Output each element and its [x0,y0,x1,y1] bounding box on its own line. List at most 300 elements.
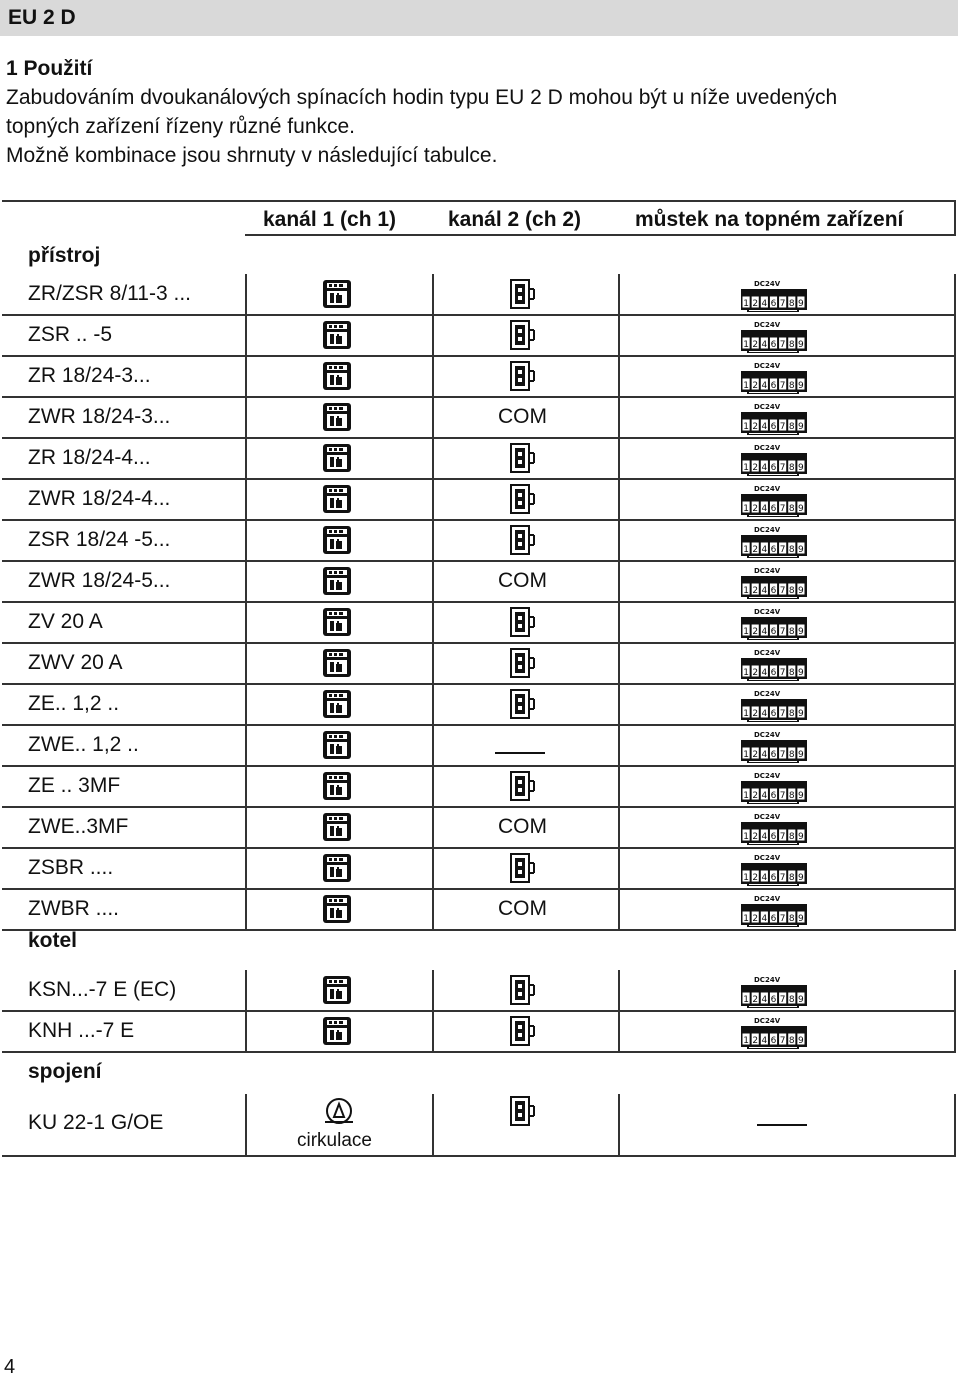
svg-text:4: 4 [761,586,768,596]
svg-text:7: 7 [779,873,786,883]
hot-water-tap-icon [510,607,536,642]
hot-water-tap-icon [510,443,536,478]
svg-text:DC24V: DC24V [754,772,781,780]
svg-text:2: 2 [752,340,759,350]
terminal-strip-icon [740,442,808,481]
col-divider-2 [432,274,434,315]
svg-text:8: 8 [788,545,795,555]
intro-line-2: topných zařízení řízeny různé funkce. [6,115,356,138]
section-title: 1 Použití [6,57,93,80]
svg-text:DC24V: DC24V [754,649,781,657]
svg-text:9: 9 [798,422,804,432]
col-divider-right [954,356,956,397]
svg-text:6: 6 [770,463,777,473]
svg-text:8: 8 [788,504,795,514]
svg-text:DC24V: DC24V [754,690,781,698]
col-divider-3 [618,602,620,643]
col-divider-2 [432,520,434,561]
row-label: KNH ...-7 E [28,1019,135,1042]
svg-text:DC24V: DC24V [754,526,781,534]
svg-text:9: 9 [798,873,804,883]
svg-text:2: 2 [752,873,759,883]
col-divider-1 [245,970,247,1011]
svg-text:9: 9 [798,791,804,801]
svg-text:6: 6 [770,545,777,555]
svg-text:2: 2 [752,463,759,473]
col-divider-2 [432,1094,434,1156]
svg-text:DC24V: DC24V [754,362,781,370]
row-label: ZWV 20 A [28,651,123,674]
col-divider-3 [618,438,620,479]
col-divider-right [954,848,956,889]
row-label: ZWE..3MF [28,815,129,838]
clock-icon [322,402,352,437]
svg-text:9: 9 [798,668,804,678]
svg-text:2: 2 [752,545,759,555]
com-label: COM [498,569,547,592]
svg-text:2: 2 [752,381,759,391]
col-divider-3 [618,684,620,725]
col-divider-3 [618,766,620,807]
svg-text:1: 1 [743,832,749,842]
row-label: ZWR 18/24-3... [28,405,171,428]
col-divider-1 [245,602,247,643]
svg-text:8: 8 [788,1036,795,1046]
clock-icon [322,689,352,724]
svg-text:2: 2 [752,995,759,1005]
col-divider-1 [245,684,247,725]
svg-text:DC24V: DC24V [754,976,781,984]
col-divider-2 [432,561,434,602]
svg-text:7: 7 [779,422,786,432]
hot-water-tap-icon [510,1096,536,1131]
col-divider-1 [245,274,247,315]
svg-text:2: 2 [752,791,759,801]
col-divider-1 [245,315,247,356]
svg-text:6: 6 [770,504,777,514]
intro-line-1: Zabudováním dvoukanálových spínacích hodin typu EU 2 D mohou být u níže uvedených [6,86,838,109]
svg-text:6: 6 [770,995,777,1005]
terminal-strip-icon [740,319,808,358]
col-divider-3 [618,1094,620,1156]
col-divider-right [954,766,956,807]
svg-text:9: 9 [798,340,804,350]
col-divider-right [954,479,956,520]
terminal-strip-icon [740,852,808,891]
terminal-strip-icon [740,278,808,317]
col-divider-2 [432,684,434,725]
col-divider-3 [618,561,620,602]
col-divider-3 [618,274,620,315]
svg-text:1: 1 [743,340,749,350]
col-divider-1 [245,479,247,520]
svg-text:4: 4 [761,668,768,678]
svg-text:2: 2 [752,1036,759,1046]
col-divider-1 [245,889,247,930]
clock-icon [322,894,352,929]
col-divider-1 [245,561,247,602]
col-divider-1 [245,397,247,438]
col-divider-right [954,807,956,848]
col-divider-3 [618,807,620,848]
svg-text:1: 1 [743,791,749,801]
svg-text:9: 9 [798,995,804,1005]
col-divider-right [954,1011,956,1052]
terminal-strip-icon [740,524,808,563]
svg-text:7: 7 [779,791,786,801]
svg-text:6: 6 [770,422,777,432]
svg-text:6: 6 [770,791,777,801]
row-divider [2,888,956,890]
svg-text:9: 9 [798,299,804,309]
col-divider-2 [432,766,434,807]
col-header-channel-1: kanál 1 (ch 1) [263,208,397,231]
svg-text:1: 1 [743,422,749,432]
row-divider [2,601,956,603]
svg-text:8: 8 [788,668,795,678]
clock-icon [322,771,352,806]
svg-text:8: 8 [788,750,795,760]
clock-icon [322,648,352,683]
svg-text:8: 8 [788,381,795,391]
svg-text:DC24V: DC24V [754,403,781,411]
svg-text:2: 2 [752,832,759,842]
svg-text:6: 6 [770,750,777,760]
row-divider [2,1051,956,1053]
svg-text:6: 6 [770,299,777,309]
group-label-boiler: kotel [28,929,78,952]
row-divider [2,396,956,398]
svg-text:7: 7 [779,709,786,719]
svg-text:4: 4 [761,832,768,842]
col-divider-3 [618,356,620,397]
col-divider-2 [432,315,434,356]
row-label: ZWR 18/24-5... [28,569,171,592]
clock-icon [322,525,352,560]
svg-text:7: 7 [779,832,786,842]
com-label: COM [498,405,547,428]
svg-text:6: 6 [770,832,777,842]
clock-icon [322,607,352,642]
hot-water-tap-icon [510,771,536,806]
svg-text:2: 2 [752,504,759,514]
svg-text:4: 4 [761,750,768,760]
row-divider [2,642,956,644]
col-divider-right [954,438,956,479]
none-dash [757,1124,807,1126]
svg-text:8: 8 [788,873,795,883]
col-divider-right [954,274,956,315]
clock-icon [322,443,352,478]
col-divider-3 [618,889,620,930]
svg-text:7: 7 [779,381,786,391]
row-divider [2,929,956,931]
table-right-border-top [954,200,956,236]
svg-text:8: 8 [788,627,795,637]
svg-text:8: 8 [788,791,795,801]
terminal-strip-icon [740,893,808,932]
svg-text:1: 1 [743,750,749,760]
svg-text:6: 6 [770,668,777,678]
row-divider [2,724,956,726]
svg-text:7: 7 [779,463,786,473]
svg-text:4: 4 [761,422,768,432]
col-divider-1 [245,1094,247,1156]
svg-text:8: 8 [788,340,795,350]
svg-text:6: 6 [770,873,777,883]
svg-text:6: 6 [770,340,777,350]
svg-text:1: 1 [743,545,749,555]
clock-icon [322,1016,352,1051]
svg-text:2: 2 [752,627,759,637]
clock-icon [322,853,352,888]
row-divider [2,478,956,480]
svg-text:7: 7 [779,627,786,637]
row-label: KU 22-1 G/OE [28,1111,164,1134]
svg-text:6: 6 [770,914,777,924]
svg-text:1: 1 [743,627,749,637]
col-divider-2 [432,725,434,766]
svg-text:9: 9 [798,504,804,514]
row-label: ZR 18/24-3... [28,364,151,387]
hot-water-tap-icon [510,975,536,1010]
svg-text:2: 2 [752,586,759,596]
none-dash [495,752,545,754]
svg-text:1: 1 [743,914,749,924]
row-label: ZSR 18/24 -5... [28,528,171,551]
row-divider [2,437,956,439]
clock-icon [322,975,352,1010]
svg-text:9: 9 [798,1036,804,1046]
terminal-strip-icon [740,688,808,727]
terminal-strip-icon [740,974,808,1013]
group-label-connection: spojení [28,1060,102,1083]
svg-text:1: 1 [743,709,749,719]
row-label: ZE.. 1,2 .. [28,692,120,715]
svg-text:DC24V: DC24V [754,731,781,739]
svg-text:6: 6 [770,627,777,637]
terminal-strip-icon [740,647,808,686]
terminal-strip-icon [740,770,808,809]
col-divider-2 [432,479,434,520]
col-divider-right [954,725,956,766]
col-divider-right [954,397,956,438]
svg-text:4: 4 [761,340,768,350]
clock-icon [322,812,352,847]
col-divider-2 [432,1011,434,1052]
row-divider [2,765,956,767]
svg-text:7: 7 [779,1036,786,1046]
col-divider-1 [245,766,247,807]
svg-text:2: 2 [752,914,759,924]
row-divider [2,560,956,562]
col-divider-3 [618,725,620,766]
col-divider-3 [618,848,620,889]
row-label: ZR/ZSR 8/11-3 ... [28,282,191,305]
svg-text:7: 7 [779,995,786,1005]
col-divider-1 [245,643,247,684]
svg-text:1: 1 [743,504,749,514]
svg-text:4: 4 [761,914,768,924]
svg-text:DC24V: DC24V [754,854,781,862]
col-divider-3 [618,397,620,438]
svg-text:6: 6 [770,709,777,719]
col-divider-right [954,1094,956,1156]
clock-icon [322,279,352,314]
col-divider-1 [245,520,247,561]
svg-text:6: 6 [770,1036,777,1046]
col-divider-3 [618,1011,620,1052]
row-label: ZSR .. -5 [28,323,113,346]
svg-text:8: 8 [788,995,795,1005]
terminal-strip-icon [740,606,808,645]
row-label: KSN...-7 E (EC) [28,978,177,1001]
svg-text:9: 9 [798,586,804,596]
col-header-channel-2: kanál 2 (ch 2) [448,208,582,231]
row-divider [2,314,956,316]
col-divider-2 [432,889,434,930]
clock-icon [322,361,352,396]
svg-text:1: 1 [743,1036,749,1046]
hot-water-tap-icon [510,484,536,519]
svg-text:DC24V: DC24V [754,567,781,575]
svg-text:6: 6 [770,381,777,391]
row-divider [2,1010,956,1012]
row-label: ZR 18/24-4... [28,446,151,469]
svg-text:1: 1 [743,668,749,678]
clock-icon [322,320,352,355]
hot-water-tap-icon [510,361,536,396]
col-divider-2 [432,356,434,397]
col-divider-3 [618,479,620,520]
svg-text:DC24V: DC24V [754,444,781,452]
terminal-strip-icon [740,729,808,768]
row-label: ZSBR .... [28,856,114,879]
row-label: ZV 20 A [28,610,103,633]
svg-text:DC24V: DC24V [754,280,781,288]
col-divider-1 [245,848,247,889]
svg-text:DC24V: DC24V [754,608,781,616]
col-divider-1 [245,356,247,397]
svg-text:4: 4 [761,627,768,637]
row-label: ZWBR .... [28,897,119,920]
svg-text:DC24V: DC24V [754,485,781,493]
terminal-strip-icon [740,565,808,604]
svg-text:1: 1 [743,586,749,596]
group-label-device: přístroj [28,244,101,267]
svg-text:7: 7 [779,914,786,924]
col-header-bridge: můstek na topném zařízení [635,208,904,231]
hot-water-tap-icon [510,853,536,888]
svg-text:DC24V: DC24V [754,321,781,329]
svg-text:9: 9 [798,381,804,391]
com-label: COM [498,897,547,920]
col-divider-2 [432,602,434,643]
svg-text:9: 9 [798,914,804,924]
svg-text:2: 2 [752,668,759,678]
col-divider-right [954,684,956,725]
row-divider [2,1155,956,1157]
pump-icon [322,1096,356,1131]
svg-text:8: 8 [788,586,795,596]
svg-text:4: 4 [761,873,768,883]
col-divider-right [954,970,956,1011]
svg-text:8: 8 [788,422,795,432]
svg-text:DC24V: DC24V [754,1017,781,1025]
svg-text:4: 4 [761,545,768,555]
svg-text:8: 8 [788,463,795,473]
col-divider-2 [432,848,434,889]
svg-text:8: 8 [788,299,795,309]
svg-text:9: 9 [798,709,804,719]
hot-water-tap-icon [510,648,536,683]
row-divider [2,519,956,521]
svg-text:4: 4 [761,504,768,514]
svg-text:6: 6 [770,586,777,596]
svg-text:9: 9 [798,463,804,473]
svg-text:4: 4 [761,709,768,719]
svg-text:4: 4 [761,463,768,473]
col-divider-3 [618,315,620,356]
clock-icon [322,484,352,519]
svg-text:7: 7 [779,299,786,309]
svg-text:7: 7 [779,586,786,596]
row-divider [2,806,956,808]
header-bottom-border [245,234,956,236]
svg-text:1: 1 [743,995,749,1005]
clock-icon [322,730,352,765]
col-divider-right [954,520,956,561]
svg-text:4: 4 [761,381,768,391]
svg-text:9: 9 [798,627,804,637]
col-divider-right [954,889,956,930]
terminal-strip-icon [740,401,808,440]
com-label: COM [498,815,547,838]
document-title: EU 2 D [8,6,76,29]
row-label: ZE .. 3MF [28,774,121,797]
svg-text:9: 9 [798,750,804,760]
svg-text:9: 9 [798,832,804,842]
svg-text:DC24V: DC24V [754,813,781,821]
header-bar [0,0,958,36]
svg-text:8: 8 [788,709,795,719]
col-divider-2 [432,970,434,1011]
svg-text:9: 9 [798,545,804,555]
circulation-caption: cirkulace [297,1130,372,1151]
svg-text:DC24V: DC24V [754,895,781,903]
svg-text:8: 8 [788,832,795,842]
hot-water-tap-icon [510,689,536,724]
hot-water-tap-icon [510,525,536,560]
svg-text:4: 4 [761,791,768,801]
svg-text:7: 7 [779,340,786,350]
col-divider-2 [432,643,434,684]
svg-text:7: 7 [779,750,786,760]
terminal-strip-icon [740,483,808,522]
svg-text:7: 7 [779,504,786,514]
row-divider [2,683,956,685]
terminal-strip-icon [740,360,808,399]
col-divider-right [954,602,956,643]
terminal-strip-icon [740,1015,808,1054]
svg-text:7: 7 [779,668,786,678]
svg-text:1: 1 [743,873,749,883]
page-number: 4 [4,1356,16,1378]
svg-text:2: 2 [752,709,759,719]
clock-icon [322,566,352,601]
svg-text:7: 7 [779,545,786,555]
col-divider-1 [245,1011,247,1052]
